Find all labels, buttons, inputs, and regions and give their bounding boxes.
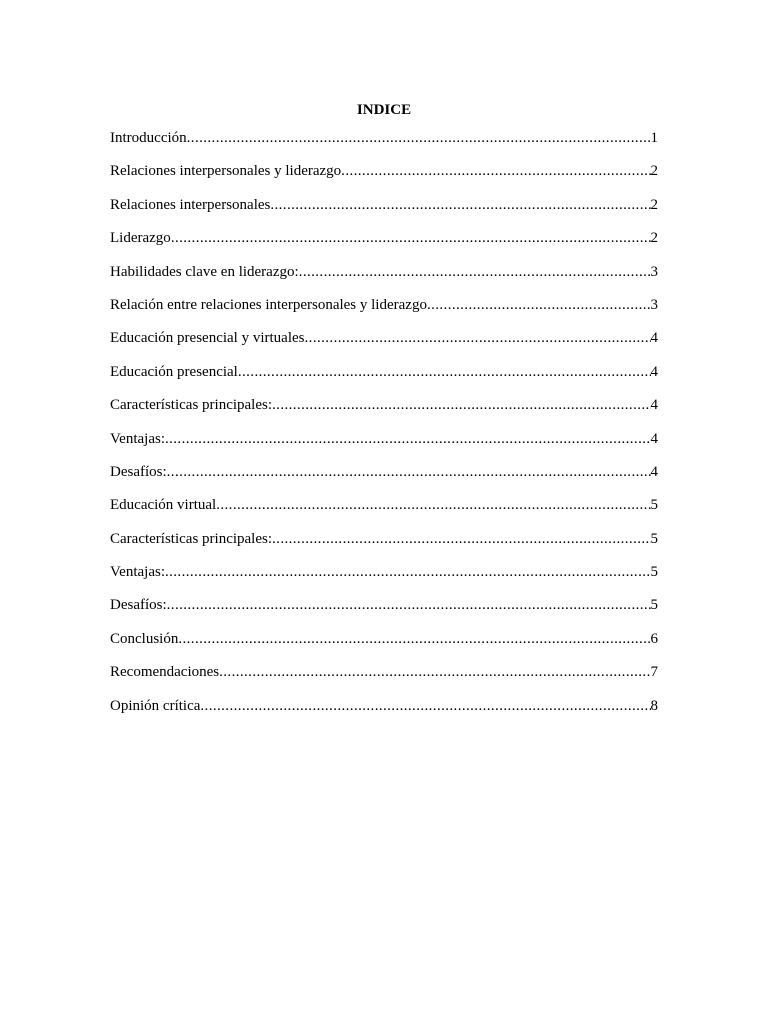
toc-entry-label: Características principales:: [110, 397, 273, 414]
toc-entry-label: Conclusión: [110, 630, 179, 647]
toc-entry[interactable]: [110, 295, 658, 328]
toc-entry-label: Relación entre relaciones interpersonales y liderazgo: [110, 296, 427, 313]
toc-dot-leader: [299, 262, 651, 282]
toc-entry[interactable]: [110, 362, 658, 395]
toc-entry[interactable]: [110, 228, 658, 261]
toc-entry-label: Ventajas:: [110, 564, 165, 581]
toc-entry-label: Liderazgo: [110, 230, 171, 247]
toc-dot-leader: [219, 662, 650, 682]
toc-dot-leader: [165, 429, 651, 449]
toc-list: [110, 128, 658, 729]
toc-page-number: 3: [650, 296, 658, 313]
toc-dot-leader: [167, 462, 651, 482]
toc-page-number: 3: [650, 263, 658, 280]
toc-entry-label: Educación virtual: [110, 497, 217, 514]
toc-dot-leader: [187, 128, 651, 148]
toc-dot-leader: [427, 295, 651, 315]
toc-entry[interactable]: [110, 161, 658, 194]
toc-entry[interactable]: [110, 462, 658, 495]
toc-entry[interactable]: [110, 328, 658, 361]
toc-entry[interactable]: [110, 128, 658, 161]
toc-page-number: 5: [650, 530, 658, 547]
toc-entry-label: Relaciones interpersonales y liderazgo: [110, 163, 342, 180]
toc-entry-label: Educación presencial: [110, 363, 238, 380]
toc-dot-leader: [167, 595, 651, 615]
toc-dot-leader: [200, 696, 650, 716]
toc-entry[interactable]: [110, 262, 658, 295]
toc-entry-label: Habilidades clave en liderazgo:: [110, 263, 299, 280]
toc-page-number: 2: [650, 163, 658, 180]
toc-entry[interactable]: [110, 696, 658, 729]
toc-dot-leader: [272, 529, 650, 549]
toc-dot-leader: [305, 328, 651, 348]
toc-entry-label: Ventajas:: [110, 430, 165, 447]
toc-dot-leader: [171, 228, 651, 248]
toc-title: INDICE: [356, 102, 412, 118]
toc-page-number: 4: [650, 363, 658, 380]
toc-dot-leader: [270, 195, 650, 215]
toc-page-number: 1: [650, 130, 658, 146]
toc-page-number: 6: [650, 630, 658, 647]
toc-entry[interactable]: [110, 662, 658, 695]
toc-page-number: 5: [650, 597, 658, 614]
toc-entry-label: Desafíos:: [110, 597, 167, 614]
toc-entry-label: Introducción: [110, 130, 187, 146]
toc-page-number: 5: [650, 497, 658, 514]
toc-dot-leader: [216, 495, 650, 515]
toc-page-number: 7: [650, 664, 658, 681]
toc-page-number: 2: [650, 196, 658, 213]
toc-page-number: 2: [650, 230, 658, 247]
toc-entry-label: Recomendaciones: [110, 664, 220, 681]
toc-entry-label: Relaciones interpersonales: [110, 196, 271, 213]
toc-page-number: 4: [650, 430, 658, 447]
toc-dot-leader: [178, 629, 650, 649]
toc-dot-leader: [272, 395, 650, 415]
toc-entry-label: Opinión crítica: [110, 697, 201, 714]
toc-page-number: 4: [650, 330, 658, 347]
toc-entry[interactable]: [110, 429, 658, 462]
toc-dot-leader: [238, 362, 651, 382]
toc-entry-label: Desafíos:: [110, 463, 167, 480]
toc-page-number: 8: [650, 697, 658, 714]
toc-entry[interactable]: [110, 495, 658, 528]
toc-entry[interactable]: [110, 595, 658, 628]
toc-page-number: 5: [650, 564, 658, 581]
toc-entry[interactable]: [110, 629, 658, 662]
toc-entry[interactable]: [110, 529, 658, 562]
toc-entry-label: Características principales:: [110, 530, 273, 547]
toc-page-number: 4: [650, 397, 658, 414]
toc-dot-leader: [341, 161, 650, 181]
toc-entry[interactable]: [110, 395, 658, 428]
toc-page-number: 4: [650, 463, 658, 480]
toc-entry-label: Educación presencial y virtuales: [110, 330, 305, 347]
toc-dot-leader: [165, 562, 651, 582]
toc-entry[interactable]: [110, 562, 658, 595]
toc-entry[interactable]: [110, 195, 658, 228]
